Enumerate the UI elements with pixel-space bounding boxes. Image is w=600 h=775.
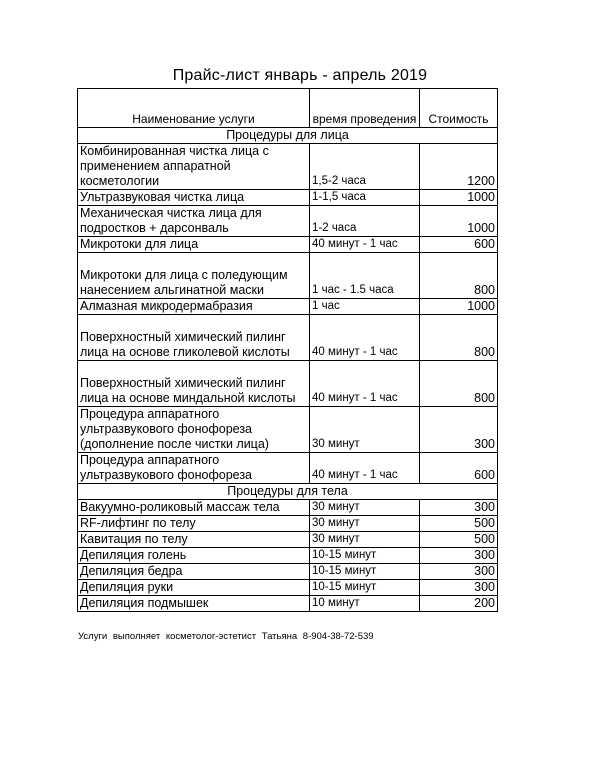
service-price: 1000 [420,190,498,206]
table-row [78,315,498,361]
service-duration: 30 минут [310,500,420,516]
service-price: 1000 [420,299,498,315]
section-row [78,484,498,500]
service-name: Поверхностный химический пилинг лица на основе миндальной кислоты [78,361,310,407]
service-name: RF-лифтинг по телу [78,516,310,532]
table-row [78,144,498,190]
header-service-name: Наименование услуги [78,89,310,128]
table-body [78,128,498,612]
service-price: 600 [420,237,498,253]
section-title: Процедуры для лица [78,128,498,144]
table-row [78,253,498,299]
table-row [78,190,498,206]
table-row [78,548,498,564]
service-price: 500 [420,532,498,548]
service-price: 500 [420,516,498,532]
page-title: Прайс-лист январь - апрель 2019 [172,67,428,84]
service-duration: 10-15 минут [310,564,420,580]
table-row [78,532,498,548]
service-duration: 1-2 часа [310,206,420,237]
table-row [78,564,498,580]
service-duration: 40 минут - 1 час [310,237,420,253]
service-price: 800 [420,361,498,407]
service-name: Кавитация по телу [78,532,310,548]
table-row [78,237,498,253]
service-price: 300 [420,500,498,516]
service-duration: 1 час [310,299,420,315]
table-header-row [78,89,498,128]
footer-contact: Услуги выполняет косметолог-эстетист Татьяна 8-904-38-72-539 [78,631,374,642]
service-duration: 10-15 минут [310,548,420,564]
service-price: 300 [420,580,498,596]
service-name: Поверхностный химический пилинг лица на основе гликолевой кислоты [78,315,310,361]
service-price: 600 [420,453,498,484]
service-name: Депиляция бедра [78,564,310,580]
table-row [78,407,498,453]
service-duration: 30 минут [310,516,420,532]
service-name: Процедура аппаратного ультразвукового фонофореза [78,453,310,484]
table-row [78,580,498,596]
service-name: Процедура аппаратного ультразвукового фонофореза (дополнение после чистки лица) [78,407,310,453]
service-duration: 10-15 минут [310,580,420,596]
service-price: 300 [420,548,498,564]
table-row [78,453,498,484]
price-table [77,88,498,612]
service-name: Микротоки для лица [78,237,310,253]
service-name: Ультразвуковая чистка лица [78,190,310,206]
service-name: Вакуумно-роликовый массаж тела [78,500,310,516]
service-price: 1200 [420,144,498,190]
service-price: 300 [420,564,498,580]
service-name: Депиляция руки [78,580,310,596]
service-duration: 30 минут [310,407,420,453]
service-duration: 1 час - 1.5 часа [310,253,420,299]
service-name: Алмазная микродермабразия [78,299,310,315]
service-duration: 1-1,5 часа [310,190,420,206]
service-price: 800 [420,315,498,361]
table-row [78,361,498,407]
service-name: Депиляция подмышек [78,596,310,612]
section-title: Процедуры для тела [78,484,498,500]
table-row [78,596,498,612]
service-price: 1000 [420,206,498,237]
header-cost: Стоимость [420,89,498,128]
service-duration: 10 минут [310,596,420,612]
header-duration: время проведения [310,89,420,128]
table-row [78,516,498,532]
service-price: 300 [420,407,498,453]
service-price: 200 [420,596,498,612]
service-name: Комбинированная чистка лица с применением аппаратной косметологии [78,144,310,190]
section-row [78,128,498,144]
service-duration: 40 минут - 1 час [310,361,420,407]
table-row [78,500,498,516]
service-name: Механическая чистка лица для подростков + дарсонваль [78,206,310,237]
table-row [78,299,498,315]
service-duration: 40 минут - 1 час [310,453,420,484]
table-row [78,206,498,237]
service-name: Депиляция голень [78,548,310,564]
service-price: 800 [420,253,498,299]
service-duration: 1,5-2 часа [310,144,420,190]
service-duration: 30 минут [310,532,420,548]
service-duration: 40 минут - 1 час [310,315,420,361]
service-name: Микротоки для лица с поледующим нанесением альгинатной маски [78,253,310,299]
